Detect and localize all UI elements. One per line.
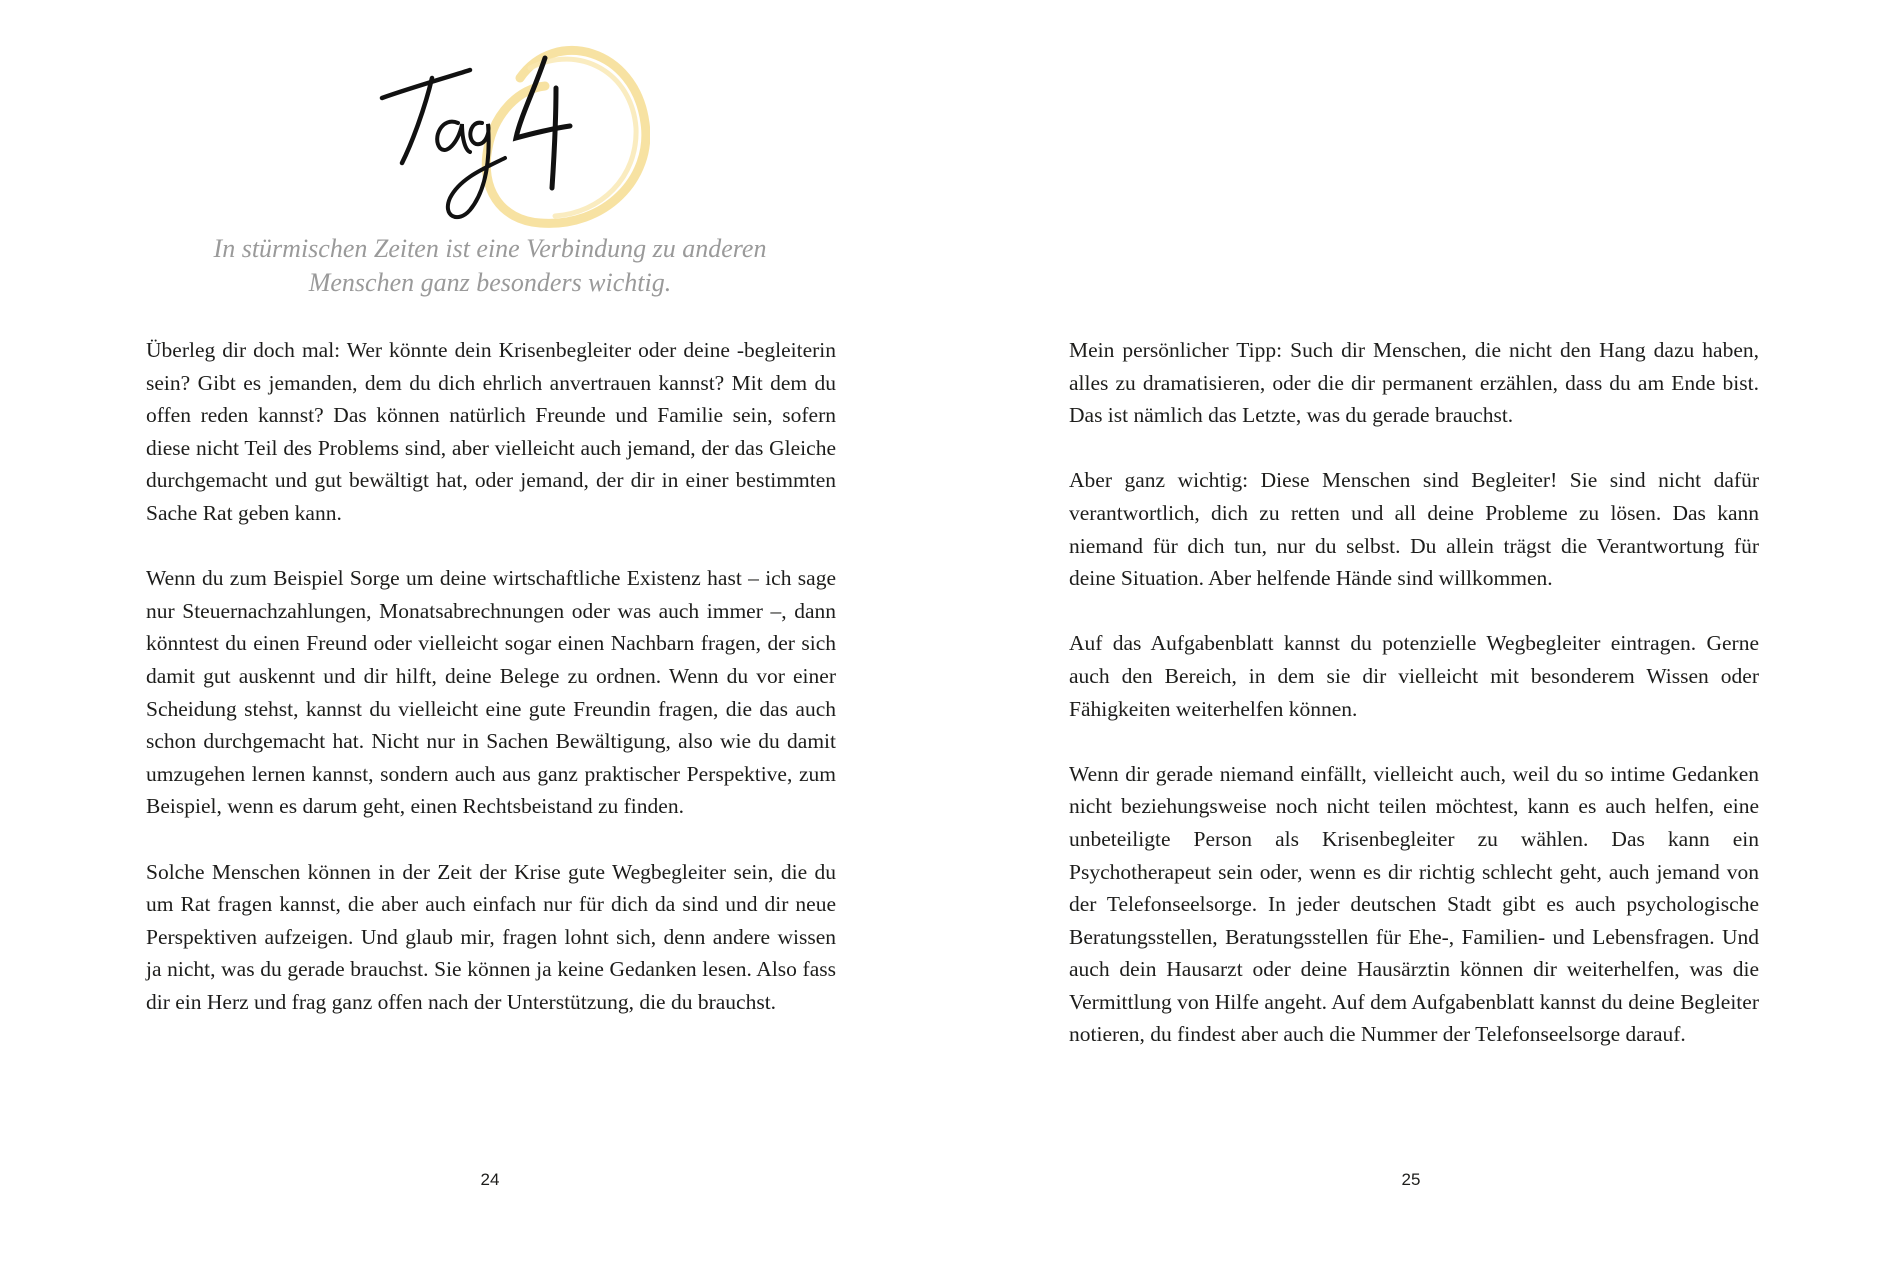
chapter-subtitle: [150, 232, 830, 300]
paragraph: Wenn dir gerade niemand einfällt, vielleicht auch, weil du so intime Gedanken nicht beziehungsweise noch nicht teilen möchtest, kann es auch helfen, eine unbeteiligte Person als Krisenbegleiter zu wählen. Das kann ein Psychotherapeut sein oder, wenn es dir richtig schlecht geht, auch jemand von der Telefonseelsorge. In jeder deutschen Stadt gibt es auch psychologische Beratungsstellen, Beratungsstellen für Ehe-, Familien- und Lebensfragen. Und auch dein Hausarzt oder deine Hausärztin können dir weiterhelfen, was die Vermittlung von Hilfe angeht. Auf dem Aufgabenblatt kannst du deine Begleiter notieren, du findest aber auch die Nummer der Telefonseelsorge darauf.: [1069, 761, 1759, 1047]
right-page: [944, 0, 1888, 1269]
accent-circle: [486, 50, 646, 223]
paragraph: Solche Menschen können in der Zeit der Krise gute Wegbegleiter sein, die du um Rat fragen kannst, die aber auch einfach nur für dich da sind und dir neue Perspektiven aufzeigen. Und glaub mir, fragen lohnt sich, denn andere wissen ja nicht, was du gerade brauchst. Sie können ja keine Gedanken lesen. Also fass dir ein Herz und frag ganz offen nach der Unterstützung, die du brauchst.: [146, 859, 836, 1014]
left-page: [0, 0, 944, 1269]
paragraph: Aber ganz wichtig: Diese Menschen sind Begleiter! Sie sind nicht dafür verantwortlich, dich zu retten und all deine Probleme zu lösen. Das kann niemand für dich tun, nur du selbst. Du allein trägst die Verantwortung für deine Situation. Aber helfende Hände sind willkommen.: [1069, 468, 1759, 591]
paragraph: Überleg dir doch mal: Wer könnte dein Krisenbegleiter oder deine -begleiterin sein? Gibt es jemanden, dem du dich ehrlich anvertrauen kannst? Mit dem du offen reden kannst? Das können natürlich Freunde und Familie sein, sofern diese nicht Teil des Problems sind, aber vielleicht auch jemand, der das Gleiche durchgemacht und gut bewältigt hat, oder jemand, der dir in einer bestimmten Sache Rat geben kann.: [146, 338, 836, 525]
subtitle-line: Menschen ganz besonders wichtig.: [308, 268, 672, 297]
subtitle-line: In stürmischen Zeiten ist eine Verbindung zu anderen: [213, 234, 767, 263]
paragraph: Wenn du zum Beispiel Sorge um deine wirtschaftliche Existenz hast – ich sage nur Steuernachzahlungen, Monatsabrechnungen oder was auch immer –, dann könntest du einen Freund oder vielleicht sogar einen Nachbarn fragen, der sich damit gut auskennt und dir hilft, deine Belege zu ordnen. Wenn du vor einer Scheidung stehst, kannst du vielleicht eine gute Freundin fragen, die das auch schon durchgemacht hat. Nicht nur in Sachen Bewältigung, also wie du damit umzugehen lernen kannst, sondern auch aus ganz praktischer Perspektive, zum Beispiel, wenn es darum geht, einen Rechtsbeistand zu finden.: [146, 566, 836, 819]
right-body-text: [1069, 334, 1759, 1084]
left-body-text: [146, 334, 836, 1051]
page-number: 24: [480, 1170, 500, 1189]
paragraph: Auf das Aufgabenblatt kannst du potenzielle Wegbegleiter eintragen. Gerne auch den Bereich, in dem sie dir vielleicht mit besonderem Wissen oder Fähigkeiten weiterhelfen können.: [1069, 631, 1759, 721]
page-number: 25: [1401, 1170, 1421, 1189]
paragraph: Mein persönlicher Tipp: Such dir Menschen, die nicht den Hang dazu haben, alles zu dramatisieren, oder die dir permanent erzählen, dass du am Ende bist. Das ist nämlich das Letzte, was du gerade brauchst.: [1069, 338, 1759, 428]
day-heading-handwritten: [370, 28, 650, 238]
